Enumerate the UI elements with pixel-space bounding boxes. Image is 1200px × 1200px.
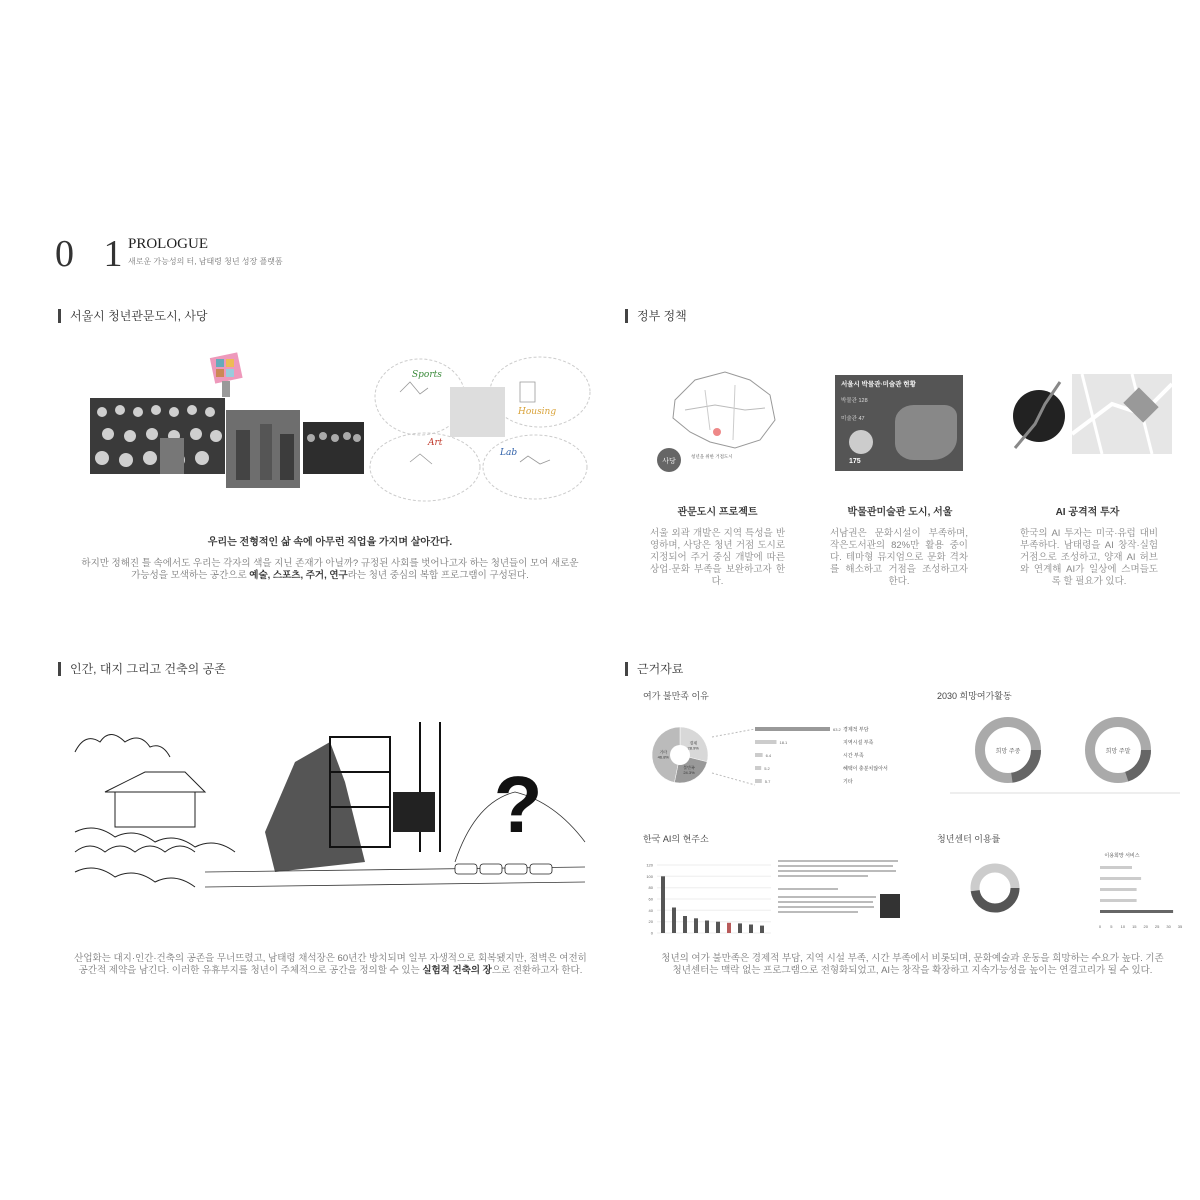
chart-hope-leisure [950,705,1180,815]
program-sketch-map [370,352,595,502]
x-tick-label: 20 [1143,924,1148,929]
chart-leisure-dissatisfaction [640,715,910,795]
section3-body-line2-bold: 실험적 건축의 장 [422,965,492,976]
bar [716,922,720,933]
section3-body-line1: 산업화는 대지·인간·건축의 공존을 무너뜨렸고, 남태령 채석장은 60년간 방치되며 일부 자생적으로 회복됐지만, 절벽은 여전히 [74,953,587,964]
x-tick-label: 0 [1098,924,1102,929]
map-label-housing: Housing [518,407,557,417]
policy-col3-text: 한국의 AI 투자는 미국·유럽 대비 부족하다. 남태령을 AI 창작·실험 거점으로 조성하고, 양재 AI 허브와 연계해 AI가 일상에 스며들도록 할 필요가 있다. [1020,528,1158,587]
donut-label-weekend: 희망 주말 [1105,749,1131,755]
rubik-cube-icon [208,353,244,397]
pie-hole [670,745,690,765]
crowd-photo [226,410,300,488]
bar [705,921,709,934]
pie-slice-value: 46.8% [657,754,669,760]
bar [755,779,762,783]
section1-body-line2-bold: 예술, 스포츠, 주거, 연구 [249,570,348,581]
bar [749,925,753,934]
y-tick-label: 0 [650,930,653,936]
bar [1100,866,1132,869]
chart4-title: 청년센터 이용률 [937,834,1001,844]
bar-value: 5.2 [764,766,770,771]
y-tick-label: 60 [648,896,653,902]
y-tick-label: 80 [648,885,653,891]
stat-circle [849,430,873,454]
policy-col3-title: AI 공격적 투자 [1055,507,1120,518]
bar-category: 지역시설 부족 [843,740,874,746]
bar-category: 기타 [843,779,853,785]
pie-slice-label: 경제 [689,740,698,746]
bar [1100,888,1137,891]
usage-panel-title: 이용희망 서비스 [1104,853,1140,859]
section1-body-line1: 하지만 정해진 틀 속에서도 우리는 각자의 색을 지닌 존재가 아닐까? 규정된 사회를 벗어나고자 하는 청년들이 모여 새로운 [81,558,579,569]
section1-body-line2-pre: 가능성을 모색하는 공간으로 [131,570,250,581]
bar [672,908,676,934]
audience-illustration [90,398,225,474]
bar [661,876,665,933]
section1-body-line2-post: 라는 청년 중심의 복합 프로그램이 구성된다. [347,570,529,581]
group-photo [303,422,364,474]
bar [755,727,830,731]
bar [1100,910,1173,913]
section3-body [58,953,603,977]
pie-slice-value: 28.9% [687,745,699,751]
section1-body-line2 [60,570,600,582]
bar [755,753,763,757]
chart2-title: 2030 희망여가활동 [937,691,1012,701]
map-label-sports: Sports [412,370,442,380]
policy-col2-title: 박물관미술관 도시, 서울 [847,507,953,518]
page-subtitle: 새로운 가능성의 터, 남태령 청년 성장 플랫폼 [128,257,283,266]
section4-body-line2: 청년센터는 맥락 없는 프로그램으로 전형화되었고, AI는 창작을 확장하고 지속가능성을 높이는 연결고리가 될 수 있다. [672,965,1153,976]
bar [755,766,761,770]
chart-youth-center-usage [960,853,1183,938]
bar [1100,877,1141,880]
ai-hand-image [1005,374,1067,454]
coexistence-illustration [75,722,585,902]
bar [738,923,742,933]
x-tick-label: 25 [1154,924,1160,929]
bar [694,918,698,933]
bar [727,923,731,933]
yangjae-map [1072,374,1172,454]
map-label-lab: Lab [500,448,518,458]
bar [1100,899,1137,902]
section-heading-saddang: 서울시 청년관문도시, 사당 [58,309,208,323]
map-badge: 사당 [662,458,676,465]
section-heading-evidence: 근거자료 [625,662,683,676]
section3-body-line2-pre: 공간적 제약을 남긴다. 이러한 유휴부지를 청년이 주체적으로 공간을 정의할 수 있는 [78,965,423,976]
museum-stat-panel [835,375,963,471]
stat-total: 175 [849,458,861,465]
map-note: 청년을 위한 거점도시 [691,454,733,459]
section-heading-policy: 정부 정책 [625,309,687,323]
y-tick-label: 100 [646,873,653,879]
pie-slice-value: 24.3% [683,770,695,776]
audience-photo [90,398,225,474]
section4-body-line1: 청년의 여가 불만족은 경제적 부담, 지역 시설 부족, 시간 부족에서 비롯되며, 문화예술과 운동을 희망하는 수요가 높다. 기존 [661,953,1164,964]
y-tick-label: 40 [648,907,653,913]
section4-body [640,953,1185,977]
chart3-title: 한국 AI의 현주소 [643,834,709,844]
y-tick-label: 20 [648,919,653,925]
section3-body-line2-post: 으로 전환하고자 한다. [491,965,583,976]
stat-map-shape [895,405,957,460]
policy-col1-title: 관문도시 프로젝트 [677,507,758,518]
pie-slice-label: 불만족 [683,765,695,771]
x-tick-label: 15 [1132,924,1137,929]
section1-lead: 우리는 전형적인 삶 속에 아무런 직업을 가지며 살아간다. [207,537,453,548]
section1-body [60,558,600,582]
section-number: 0 1 [55,233,133,275]
bar [683,916,687,933]
ai-article-text [778,858,903,920]
page-title: PROLOGUE [128,236,209,252]
policy-col1-text: 서울 외곽 개발은 지역 특성을 반영하며, 사당은 청년 거점 도시로 지정되어 주거 중심 개발에 따른 상업·문화 부족을 보완하고자 한다. [650,528,785,587]
x-tick-label: 35 [1177,924,1183,929]
y-tick-label: 120 [646,862,653,868]
bar [760,926,764,933]
policy-col2-text: 서남권은 문화시설이 부족하며, 작은도서관의 82%만 활용 중이다. 테마형 뮤지엄으로 문화 격차를 해소하고 거점을 조성하고자 한다. [830,528,968,587]
section3-body-line2 [58,965,603,977]
question-mark: ? [493,760,543,849]
bar-category: 혜택이 충분치않아서 [843,766,888,772]
x-tick-label: 10 [1120,924,1126,929]
pie-slice-label: 기타 [659,749,668,755]
section-heading-coexistence: 인간, 대지 그리고 건축의 공존 [58,662,226,676]
bar-category: 시간 부족 [843,753,864,759]
stat-museum: 박물관 128 [841,398,868,404]
seoul-map [655,360,790,475]
map-label-art: Art [428,438,443,448]
x-tick-label: 30 [1166,924,1171,929]
stat-panel-title: 서울시 박물관·미술관 현황 [841,381,916,388]
bar-value: 18.1 [779,740,788,745]
bar-value: 63.2 [833,727,841,732]
bar-value: 5.7 [764,779,771,784]
chart-ai-status [643,853,773,943]
stat-gallery: 미술관 47 [841,416,865,422]
chart1-title: 여가 불만족 이유 [643,691,709,701]
bar-value: 6.4 [765,753,772,758]
bar [755,740,777,744]
x-tick-label: 5 [1110,924,1113,929]
bar-category: 경제적 부담 [843,727,869,733]
donut-label-weekday: 희망 주중 [995,749,1021,755]
